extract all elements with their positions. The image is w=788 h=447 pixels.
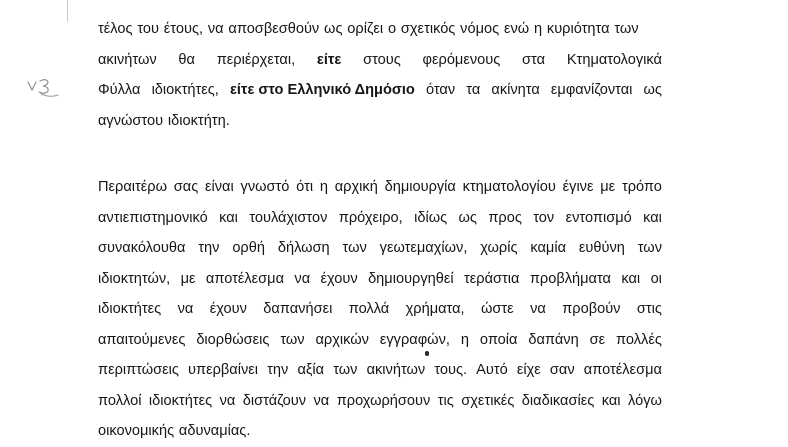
word: σχετικός (400, 21, 456, 37)
word: η (319, 179, 328, 195)
text-line (98, 172, 662, 203)
text-line (98, 355, 662, 386)
word: σας (173, 179, 199, 195)
bold-word: είτε (316, 51, 342, 68)
word: και (601, 392, 621, 409)
word: συνακόλουθα (98, 240, 186, 256)
word: την (267, 362, 289, 378)
word: λόγω (628, 392, 662, 409)
word: ότι (296, 179, 314, 195)
word: ακίνητα (491, 82, 540, 98)
paragraph (98, 172, 662, 447)
word: και (621, 270, 641, 287)
word: χρήματα, (405, 301, 465, 317)
word: ακινήτων (366, 362, 426, 378)
word: εντοπισμό (565, 209, 632, 226)
word: να (313, 392, 330, 409)
word: θα (178, 51, 195, 68)
word: ιδιοκτήτες, (151, 82, 219, 98)
word: Φύλλα (98, 82, 141, 98)
word: των (637, 240, 662, 256)
word: η (533, 21, 543, 37)
word: όταν (425, 82, 456, 98)
word: ευθύνη (578, 240, 625, 256)
word: προβούν (562, 301, 621, 317)
word: δήλωση (277, 240, 330, 256)
word: και (643, 209, 662, 226)
text-line (98, 203, 662, 234)
word: να (294, 270, 311, 287)
word: των (333, 362, 358, 378)
word: ιδιοκτητών, (98, 270, 171, 287)
word: να (530, 301, 546, 317)
word: κυριότητα (546, 21, 610, 37)
word: εμφανίζονται (550, 82, 633, 98)
word: του (137, 21, 159, 37)
document-body (98, 14, 662, 447)
word: σαν (549, 362, 575, 378)
word: αποσβεσθούν (228, 21, 320, 37)
word: αποτέλεσμα (583, 362, 662, 378)
word: νόμος (460, 21, 500, 37)
word: απαιτούμενες (98, 331, 186, 348)
word: τις (437, 392, 454, 409)
word: των (614, 21, 639, 37)
word: ιδιοκτήτες (98, 301, 162, 317)
word: χωρίς (480, 240, 518, 256)
word: την (198, 240, 220, 256)
ink-mark (425, 351, 429, 356)
word: έγινε (562, 179, 594, 195)
word: η (460, 331, 469, 348)
word: των (280, 331, 305, 348)
word: ως (458, 209, 477, 226)
word: ιδιοκτήτη. (167, 112, 230, 129)
word: Περαιτέρω (98, 179, 167, 195)
handwritten-margin-note (26, 76, 60, 100)
word: να (177, 301, 194, 317)
paragraph-gap (98, 136, 662, 172)
word: ο (387, 21, 397, 37)
word: περιπτώσεις (98, 362, 179, 378)
text-line (98, 264, 662, 295)
word: διστάζουν (242, 392, 307, 409)
text-line (98, 106, 662, 137)
page-edge-line (67, 0, 68, 22)
text-line (98, 233, 662, 264)
word: τέλος (98, 21, 133, 37)
word: γεωτεμαχίων, (379, 240, 468, 256)
word: ως (643, 82, 662, 98)
text-line (98, 325, 662, 356)
word: είχε (516, 362, 541, 378)
word: Κτηματολογικά (566, 51, 662, 68)
word: σε (589, 331, 606, 348)
word: εγγραφών, (379, 331, 450, 348)
word: δημιουργία (384, 179, 456, 195)
word: τα (466, 82, 481, 98)
text-line (98, 45, 662, 76)
word: αρχικών (315, 331, 369, 348)
word: καμία (530, 240, 567, 256)
text-line (98, 294, 662, 325)
word: ακινήτων (98, 51, 157, 68)
word: ορθή (232, 240, 265, 256)
word: προχωρήσουν (336, 392, 431, 409)
word: στους (363, 51, 401, 68)
word: με (180, 270, 196, 287)
word: δημιουργηθεί (368, 270, 454, 287)
word: οι (650, 270, 662, 287)
word: προς (488, 209, 522, 226)
word: προβλήματα (529, 270, 611, 287)
word: αγνώστου (98, 112, 164, 129)
word: περιέρχεται, (216, 51, 296, 68)
word: αντιεπιστημονικό (98, 209, 208, 226)
word: φερόμενους (422, 51, 501, 68)
word: υπερβαίνει (188, 362, 259, 378)
word: διαδικασίες (521, 392, 595, 409)
text-line (98, 386, 662, 417)
word: αποτέλεσμα (205, 270, 285, 287)
word: πολλά (348, 301, 390, 317)
word: διορθώσεις (196, 331, 270, 348)
word: ως (324, 21, 343, 37)
word: αξία (297, 362, 325, 378)
word: ώστε (481, 301, 514, 317)
word: με (600, 179, 616, 195)
word: αρχική (334, 179, 378, 195)
word: δαπανήσει (263, 301, 333, 317)
word: πολλοί (98, 392, 142, 409)
word: στα (522, 51, 546, 68)
word: στις (636, 301, 662, 317)
word: είναι (205, 179, 234, 195)
word: δαπάνη (528, 331, 579, 348)
word: ιδίως (414, 209, 448, 226)
word: Αυτό (476, 362, 508, 378)
word: έτους, (163, 21, 204, 37)
word: κτηματολογίου (462, 179, 556, 195)
word: των (342, 240, 367, 256)
text-line (98, 416, 662, 447)
paragraph (98, 14, 662, 136)
word: και (219, 209, 238, 226)
word: τον (533, 209, 555, 226)
word: πρόχειρο, (338, 209, 403, 226)
text-line (98, 14, 662, 45)
text-line (98, 75, 662, 106)
word: να (219, 392, 236, 409)
word: τεράστια (464, 270, 520, 287)
word: τουλάχιστον (249, 209, 328, 226)
word: ενώ (503, 21, 530, 37)
bold-word: είτε στο Ελληνικό Δημόσιο (229, 82, 415, 98)
word: έχουν (320, 270, 358, 287)
word: ορίζει (347, 21, 384, 37)
word: οποία (479, 331, 518, 348)
word: ιδιοκτήτες (148, 392, 213, 409)
word: πολλές (616, 331, 662, 348)
word: έχουν (209, 301, 247, 317)
word: αδυναμίας. (178, 423, 251, 439)
word: να (207, 21, 224, 37)
word: γνωστό (240, 179, 290, 195)
word: οικονομικής (98, 423, 175, 439)
word: σχετικές (461, 392, 515, 409)
word: τρόπο (621, 179, 662, 195)
word: τους. (434, 362, 468, 378)
